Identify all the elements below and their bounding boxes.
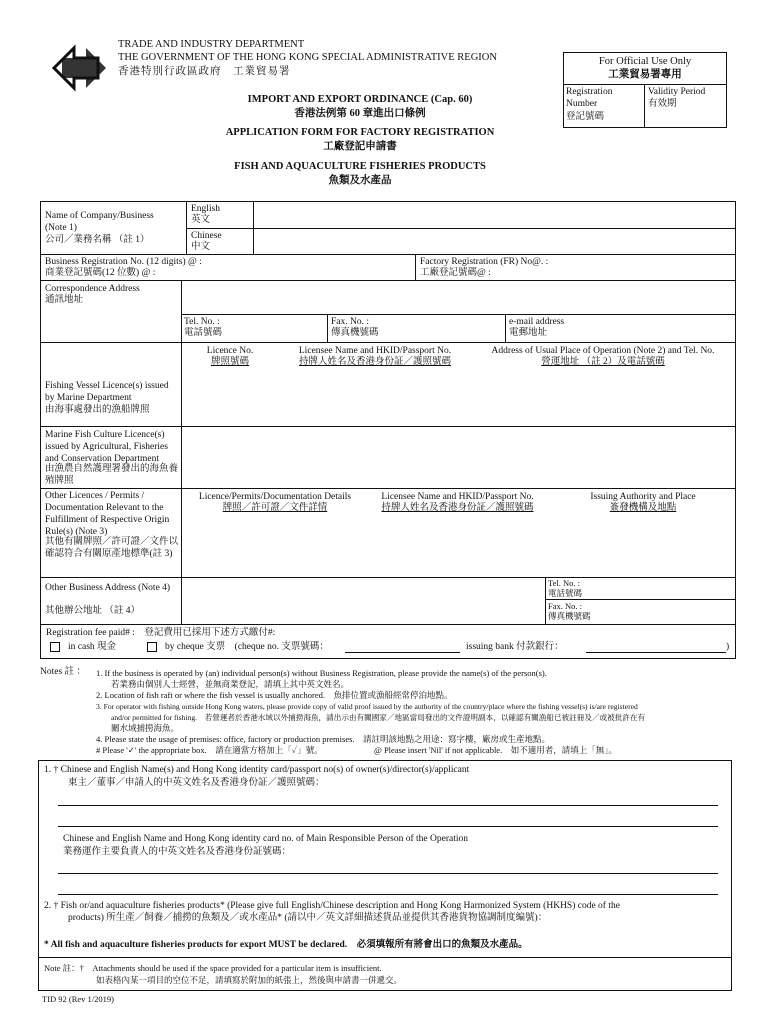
note-1-zh: 若業務由個別人士經營，並無商業登記，請填上其中英文姓名。	[111, 679, 350, 689]
q1-line-2[interactable]	[58, 826, 718, 827]
cheque-label: by cheque 支票 (cheque no. 支票號碼：	[165, 642, 329, 652]
reg-number-label: Registration Number	[566, 87, 613, 109]
note-3c: 關水域捕撈海魚。	[111, 723, 180, 733]
company-name-en-field[interactable]	[255, 203, 733, 227]
note-4: 4. Please state the usage of premises: office, factory or production premises. 請註明該地點之用途：寫字樓，廠房或生產地點。	[96, 734, 551, 744]
reg-number-label-zh: 登記號碼	[566, 112, 605, 122]
fee-label: Registration fee paid# : 登記費用已採用下述方式繳付#:	[46, 628, 276, 638]
col-licence-no-zh: 牌照號碼	[210, 357, 249, 367]
chinese-label-zh: 中文	[191, 242, 211, 252]
q2-label: 2. † Fish or/and aquaculture fisheries products* (Please give full English/Chinese description and Hong Kong Harmonized System (HKHS) code of the	[44, 901, 620, 911]
fax2-label: Fax. No. :	[548, 601, 582, 611]
gov-name-zh: 香港特別行政區政府 工業貿易署	[118, 66, 291, 77]
english-label-zh: 英文	[191, 215, 211, 225]
other-address-label-zh: 其他辦公地址 （註 4）	[45, 606, 141, 616]
star-note: * All fish and aquaculture fisheries products for export MUST be declared. 必須填報所有將會出口的魚類及水產品。	[44, 940, 528, 950]
chinese-label: Chinese	[191, 231, 222, 241]
note-2: 2. Location of fish raft or where the fish vessel is usually anchored. 魚排位置或漁船經常停泊地點。	[96, 690, 453, 700]
closing-paren: )	[726, 642, 730, 652]
col-docs: Licence/Permits/Documentation Details	[198, 492, 352, 502]
q1b-label: Chinese and English Name and Hong Kong identity card no. of Main Responsible Person of the Operation	[63, 834, 468, 844]
col-issuer-zh: 簽發機構及地點	[609, 503, 677, 513]
tel-label-zh: 電話號碼	[184, 328, 223, 338]
other-address-label: Other Business Address (Note 4)	[45, 583, 171, 593]
br-label-zh: 商業登記號碼(12 位數) @ :	[45, 268, 156, 278]
culture-licence-label-zh: 由漁農自然護理署發出的海魚養殖牌照	[45, 464, 179, 486]
culture-licence-label: Marine Fish Culture Licence(s) issued by Agricultural, Fisheries and Conservation Department	[45, 430, 168, 464]
validity-label: Validity Period	[648, 87, 706, 97]
fax-label-zh: 傳真機號碼	[331, 328, 379, 338]
fr-label: Factory Registration (FR) No@. :	[420, 257, 549, 267]
col-licence-no: Licence No.	[206, 346, 254, 356]
col-address: Address of Usual Place of Operation (Note 2) and Tel. No.	[491, 346, 715, 356]
vessel-licence-field[interactable]	[184, 370, 732, 424]
product-en: FISH AND AQUACULTURE FISHERIES PRODUCTS	[234, 161, 486, 172]
gov-name-en: THE GOVERNMENT OF THE HONG KONG SPECIAL ADMINISTRATIVE REGION	[118, 52, 497, 63]
tel2-label-zh: 電話號碼	[548, 588, 583, 598]
official-title-zh: 工業貿易署專用	[608, 69, 682, 80]
col-docs-zh: 牌照／許可證／文件詳情	[222, 503, 328, 513]
q1-label: 1. † Chinese and English Name(s) and Hong Kong identity card/passport no(s) of owner(s)/director(s)/applicant	[44, 765, 470, 775]
tel-label: Tel. No. :	[184, 317, 220, 327]
cheque-no-field[interactable]	[345, 652, 460, 653]
col-licensee-2: Licensee Name and HKID/Passport No.	[381, 492, 534, 502]
corr-address-field[interactable]	[184, 282, 732, 312]
product-zh: 魚類及水產品	[328, 175, 392, 186]
corr-address-label: Correspondence Address	[45, 284, 140, 294]
fr-label-zh: 工廠登記號碼@ :	[420, 268, 491, 278]
q1b-label-zh: 業務運作主要負責人的中英文姓名及香港身份証號碼：	[63, 847, 292, 857]
other-licence-label-zh: 其他有關牌照／許可證／文件以確認符合有關原產地標準(註 3)	[45, 537, 179, 559]
q1-line-1[interactable]	[58, 805, 718, 806]
cheque-checkbox[interactable]	[147, 642, 157, 652]
fr-number-field[interactable]	[560, 256, 730, 278]
culture-licence-field[interactable]	[184, 428, 732, 486]
dagger-note-zh: 如表格內某一項目的空位不足，請填寫於附加的紙張上，然後與申請書一併遞交。	[96, 975, 403, 985]
br-number-field[interactable]	[230, 256, 410, 278]
form-title-zh: 工廠登記申請書	[323, 141, 397, 152]
note-at: @ Please insert 'Nil' if not applicable. 如不適用者，請填上「無」。	[374, 745, 617, 755]
company-name-label-zh: 公司／業務名稱 （註 1）	[45, 235, 150, 245]
dagger-note: Note 註：† Attachments should be used if the space provided for a particular item is insufficient.	[44, 963, 382, 973]
official-title-en: For Official Use Only	[598, 56, 692, 67]
col-licensee: Licensee Name and HKID/Passport No.	[298, 346, 452, 356]
note-hash: # Please '✓' the appropriate box. 請在適當方格加上「✓」號。	[96, 745, 323, 755]
col-licensee-2-zh: 持牌人姓名及香港身份証／護照號碼	[381, 503, 534, 513]
fax2-label-zh: 傳真機號碼	[548, 611, 591, 621]
tel2-label: Tel. No. :	[548, 578, 580, 588]
email-label: e-mail address	[509, 317, 565, 327]
note-3a: 3. For operator with fishing outside Hong Kong waters, please provide copy of valid proof issued by the authority of the country/place where the fishing vessel(s) is/are registered	[96, 702, 638, 711]
notes-heading: Notes 註 ：	[40, 667, 86, 677]
br-label: Business Registration No. (12 digits) @ :	[45, 257, 202, 267]
note-3b: and/or permitted for fishing. 若營運者於香港水域以外捕撈海魚，請出示由有關國家／地區當局發出的文件證明副本，以確認有關漁船已被註冊及／或被批許在有	[111, 713, 646, 722]
form-title-en: APPLICATION FORM FOR FACTORY REGISTRATION	[225, 127, 495, 138]
validity-label-zh: 有效期	[648, 99, 677, 109]
vessel-licence-label: Fishing Vessel Licence(s) issued by Marine Department	[45, 381, 169, 403]
email-label-zh: 電郵地址	[509, 328, 548, 338]
company-name-zh-field[interactable]	[255, 230, 733, 253]
bank-field[interactable]	[586, 652, 726, 653]
ordinance-zh: 香港法例第 60 章進出口條例	[294, 108, 426, 119]
col-issuer: Issuing Authority and Place	[590, 492, 696, 502]
ordinance-en: IMPORT AND EXPORT ORDINANCE (Cap. 60)	[247, 94, 473, 105]
bank-label: issuing bank 付款銀行：	[466, 642, 564, 652]
company-name-label: Name of Company/Business (Note 1)	[45, 211, 154, 233]
other-address-field[interactable]	[184, 579, 542, 621]
cash-label: in cash 現金	[68, 642, 117, 652]
col-licensee-zh: 持牌人姓名及香港身份証／護照號碼	[298, 357, 451, 367]
vessel-licence-label-zh: 由海事處發出的漁船牌照	[45, 405, 150, 415]
english-label: English	[191, 204, 221, 214]
q1-label-zh: 東主／董事／申請人的中英文姓名及香港身份証／護照號碼：	[68, 778, 325, 788]
form-code: TID 92 (Rev 1/2019)	[42, 994, 115, 1004]
col-address-zh: 營運地址 （註 2）及電話號碼	[541, 357, 665, 367]
q2-label-zh: products) 所生產／飼養／捕撈的魚類及／或水產品* (請以中／英文詳細描述貨品並提供其香港貨物協調制度編號)：	[68, 913, 548, 923]
corr-address-label-zh: 通訊地址	[45, 295, 84, 305]
q1b-line-1[interactable]	[58, 873, 718, 874]
tid-logo	[52, 40, 108, 96]
cash-checkbox[interactable]	[50, 642, 60, 652]
other-licence-field[interactable]	[184, 516, 732, 574]
dept-name-en: TRADE AND INDUSTRY DEPARTMENT	[118, 39, 305, 50]
note-1: 1. If the business is operated by (an) individual person(s) without Business Registration, please provide the name(s) of the person(s).	[96, 668, 547, 678]
q1b-line-2[interactable]	[58, 894, 718, 895]
other-licence-label: Other Licences / Permits / Documentation Relevant to the Fulfillment of Respective Origin Rule(s) (Note 3)	[45, 491, 170, 537]
fax-label: Fax. No. :	[331, 317, 369, 327]
